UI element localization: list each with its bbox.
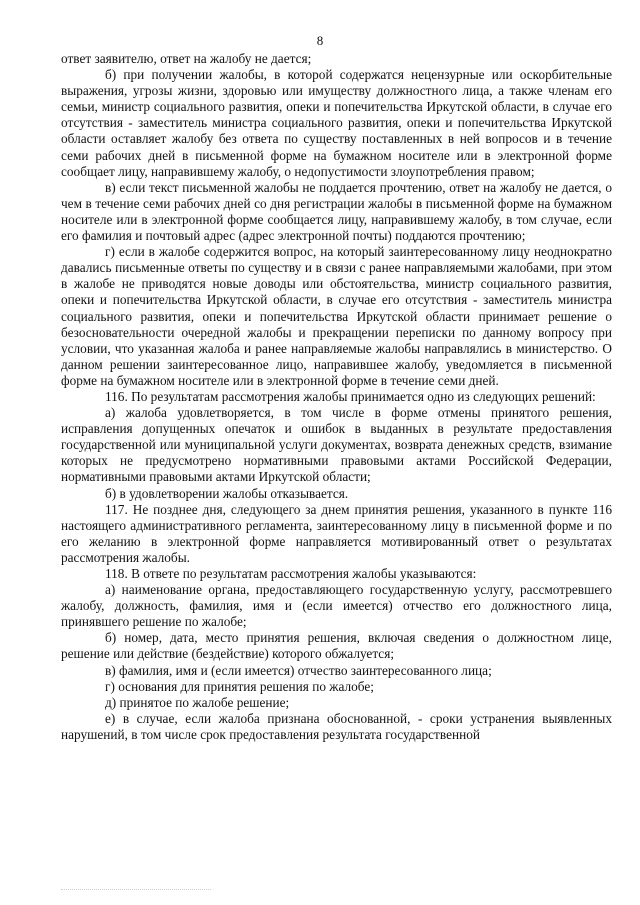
paragraph-118-e: е) в случае, если жалоба признана обоснованной, - сроки устранения выявленных нарушений, в том числе срок предоставления результата государственной	[61, 710, 612, 742]
paragraph-116-a: а) жалоба удовлетворяется, в том числе в форме отмены принятого решения, исправления допущенных опечаток и ошибок в выданных в результате предоставления государственной или муниципальной услуги документах, возврата денежных средств, взимание которых не предусмотрено нормативными правовыми актами Российской Федерации, нормативными правовыми актами Иркутской области;	[61, 405, 612, 485]
scan-artifact-line	[61, 889, 211, 892]
paragraph-118-a: а) наименование органа, предоставляющего государственную услугу, рассмотревшего жалобу, должность, фамилия, имя и (если имеется) отчество его должностного лица, принявшего решение по жалобе;	[61, 582, 612, 630]
paragraph-117: 117. Не позднее дня, следующего за днем принятия решения, указанного в пункте 116 настоящего административного регламента, заинтересованному лицу в письменной форме и по его желанию в электронной форме направляется мотивированный ответ о результатах рассмотрения жалобы.	[61, 501, 612, 565]
paragraph-118: 118. В ответе по результатам рассмотрения жалобы указываются:	[105, 566, 477, 581]
document-body	[61, 51, 612, 743]
paragraph-116: 116. По результатам рассмотрения жалобы принимается одно из следующих решений:	[105, 388, 596, 404]
page-number: 8	[316, 33, 324, 48]
paragraph-item-b: б) при получении жалобы, в которой содержатся нецензурные или оскорбительные выражения, угрозы жизни, здоровью или имуществу должностного лица, а также членам его семьи, министр социального развития, опеки и попечительства Иркутской области, в случае его отсутствия - заместитель министра социального развития, опеки и попечительства Иркутской области оставляет жалобу без ответа по существу поставленных в ней вопросов и в течение семи рабочих дней в письменной форме на бумажном носителе или в электронной форме сообщает лицу, направившему жалобу, о недопустимости злоупотребления правом;	[61, 67, 612, 179]
paragraph-118-v: в) фамилия, имя и (если имеется) отчество заинтересованного лица;	[105, 662, 492, 678]
paragraph-118-b: б) номер, дата, место принятия решения, включая сведения о должностном лице, решение или действие (бездействие) которого обжалуется;	[61, 630, 612, 662]
paragraph-continuation: ответ заявителю, ответ на жалобу не дается;	[61, 51, 312, 66]
paragraph-item-g: г) если в жалобе содержится вопрос, на который заинтересованному лицу неоднократно давались письменные ответы по существу и в связи с ранее направляемыми жалобами, при этом в жалобе не приводятся новые доводы или обстоятельства, министр социального развития, опеки и попечительства Иркутской области, в случае его отсутствия - заместитель министра социального развития, опеки и попечительства Иркутской области принимает решение о безосновательности очередной жалобы и прекращении переписки по данному вопросу при условии, что указанная жалоба и ранее направляемые жалобы направлялись в министерство. О данном решении заинтересованное лицо, направившее жалобу, уведомляется в письменной форме на бумажном носителе или в электронной форме в течение семи дней.	[61, 244, 612, 388]
paragraph-116-b: б) в удовлетворении жалобы отказывается.	[105, 485, 349, 501]
paragraph-118-g: г) основания для принятия решения по жалобе;	[105, 678, 374, 694]
paragraph-item-v: в) если текст письменной жалобы не поддается прочтению, ответ на жалобу не дается, о чем в течение семи рабочих дней со дня регистрации жалобы в письменной форме на бумажном носителе или в электронной форме сообщается лицу, направившему жалобу, в том случае, если его фамилия и почтовый адрес (адрес электронной почты) поддаются прочтению;	[61, 179, 612, 244]
paragraph-118-d: д) принятое по жалобе решение;	[105, 694, 290, 710]
